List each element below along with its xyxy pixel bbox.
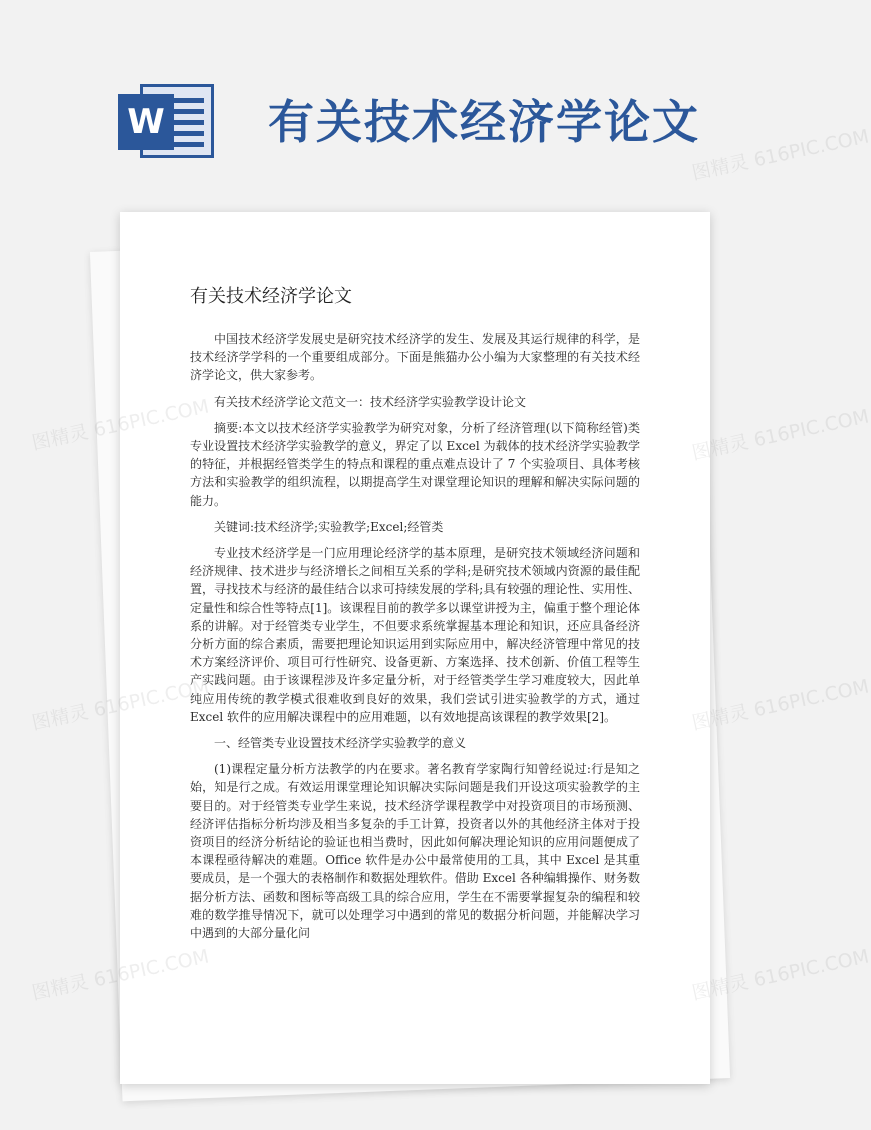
document-page bbox=[120, 212, 710, 1084]
watermark: 图精灵 616PIC.COM bbox=[689, 405, 871, 465]
word-letter-badge: W bbox=[118, 94, 174, 150]
watermark: 图精灵 616PIC.COM bbox=[689, 945, 871, 1005]
document-body bbox=[190, 330, 640, 950]
document-title: 有关技术经济学论文 bbox=[190, 286, 352, 307]
body-paragraph: 专业技术经济学是一门应用理论经济学的基本原理，是研究技术领域经济问题和经济规律、技术进步与经济增长之间相互关系的学科;是研究技术领域内资源的最佳配置，寻找技术与经济的最佳结合以求可持续发展的学科;具有较强的理论性、实用性、定量性和综合性等特点[1]。该课程目前的教学多以课堂讲授为主，偏重于整个理论体系的讲解。对于经管类专业学生，不但要求系统掌握基本理论和知识，还应具备经济分析方面的综合素质，需要把理论知识运用到实际应用中，解决经济管理中常见的技术方案经济评价、项目可行性研究、设备更新、方案选择、技术创新、价值工程等生产实践问题。由于该课程涉及许多定量分析，对于经管类学生学习难度较大，因此单纯应用传统的教学模式很难收到良好的效果，我们尝试引进实验教学的方式，通过 Excel 软件的应用解决课程中的应用难题，以有效地提高该课程的教学效果[2]。 bbox=[190, 546, 640, 724]
watermark: 图精灵 bbox=[29, 701, 91, 735]
body-paragraph: (1)课程定量分析方法教学的内在要求。著名教育学家陶行知曾经说过:行是知之始，知是行之成。有效运用课堂理论知识解决实际问题是我们开设这项实验教学的主要目的。对于经管类专业学生来说，技术经济学课程教学中对投资项目的市场预测、经济评估指标分析均涉及相当多复杂的手工计算，投资者以外的其他经济主体对于投资项目的经济分析结论的验证也相当费时，因此如何解决理论知识的应用问题便成了本课程亟待解决的难题。Office 软件是办公中最常使用的工具，其中 Excel 是其重要成员，是一个强大的表格制作和数据处理软件。借助 Excel 各种编辑操作、财务数据分析方法、函数和图标等高级工具的综合应用，学生在不需要掌握复杂的编程和较难的数学推导情况下，就可以处理学习中遇到的常见的数据分析问题，并能解决学习中遇到的大部分量化问 bbox=[190, 762, 640, 941]
banner-title: 有关技术经济学论文 bbox=[268, 95, 700, 149]
section-heading: 一、经管类专业设置技术经济学实验教学的意义 bbox=[214, 736, 467, 751]
text-line-decoration bbox=[170, 98, 204, 103]
word-document-icon bbox=[118, 84, 214, 158]
abstract-paragraph: 摘要:本文以技术经济学实验教学为研究对象，分析了经济管理(以下简称经管)类专业设置技术经济学实验教学的意义，界定了以 Excel 为载体的技术经济学实验教学的特征，并根据经管类学生的特点和课程的重点难点设计了 7 个实验项目、具体考核方法和实验教学的组织流程，以期提高学生对课堂理论知识的理解和解决实际问题的能力。 bbox=[190, 420, 640, 508]
text-line-decoration bbox=[170, 120, 204, 125]
watermark: 图精灵 616PIC.COM bbox=[689, 125, 871, 185]
keywords-paragraph: 关键词:技术经济学;实验教学;Excel;经管类 bbox=[214, 519, 444, 534]
watermark: 图精灵 616PIC.COM bbox=[689, 675, 871, 735]
intro-paragraph: 中国技术经济学发展史是研究技术经济学的发生、发展及其运行规律的科学，是技术经济学学科的一个重要组成部分。下面是熊猫办公小编为大家整理的有关技术经济学论文，供大家参考。 bbox=[190, 332, 640, 383]
watermark: 图精灵 bbox=[29, 971, 91, 1005]
text-line-decoration bbox=[170, 142, 204, 147]
banner bbox=[0, 0, 800, 210]
section-heading: 有关技术经济学论文范文一：技术经济学实验教学设计论文 bbox=[214, 394, 527, 409]
text-line-decoration bbox=[170, 109, 204, 114]
watermark: 图精灵 bbox=[29, 421, 91, 455]
text-line-decoration bbox=[170, 131, 204, 136]
